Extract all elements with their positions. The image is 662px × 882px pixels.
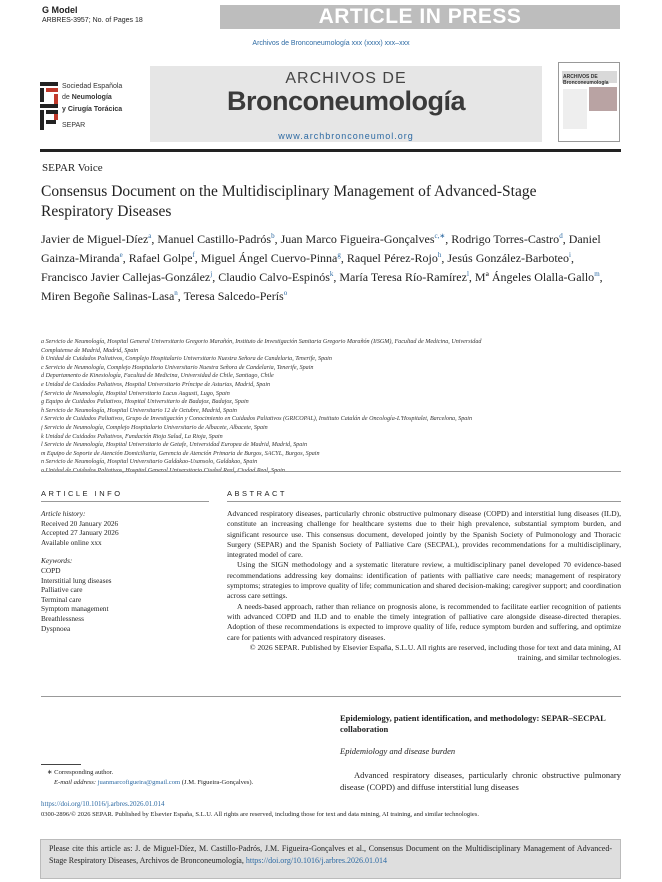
footnote-rule <box>41 764 81 765</box>
issn-copyright: 0300-2896/© 2026 SEPAR. Published by Elsevier España, S.L.U. All rights are reserved, including those for text and data mining, AI training, and similar technologies. <box>41 811 479 818</box>
affiliation-item: e Unidad de Cuidados Paliativos, Hospital Universitario Príncipe de Asturias, Madrid, Spain <box>41 381 271 388</box>
affiliation-item: b Unidad de Cuidados Paliativos, Complejo Hospitalario Universitario Nuestra Señora de Candelaria, Tenerife, Spain <box>41 356 332 363</box>
author-affiliation-mark[interactable]: m <box>594 270 600 278</box>
keyword-item: Interstitial lung diseases <box>41 575 112 585</box>
received-date: Received 20 January 2026 <box>41 518 119 528</box>
author-affiliation-mark[interactable]: e <box>119 251 123 259</box>
author-name: Rodrigo Torres-Castro <box>451 232 560 246</box>
email-line: E-mail address: juanmarcofigueira@gmail.com (J.M. Figueira-Gonçalves). <box>54 778 254 786</box>
article-title: Consensus Document on the Multidisciplinary Management of Advanced-Stage Respiratory Diseases <box>41 183 537 220</box>
affiliation-item: d Departamento de Kinesiología, Facultad de Medicina, Universidad de Chile, Santiago, Chile <box>41 373 274 380</box>
history-label: Article history: <box>41 509 86 518</box>
affiliation-item: h Servicio de Neumología, Hospital Universitario 12 de Octubre, Madrid, Spain <box>41 407 237 414</box>
affiliation-list <box>41 338 621 476</box>
article-info-rule <box>41 501 209 502</box>
author-affiliation-mark[interactable]: a <box>148 232 152 240</box>
journal-cover-thumbnail: ARCHIVOS DE Bronconeumología <box>558 62 620 142</box>
accepted-date: Accepted 27 January 2026 <box>41 528 119 538</box>
society-line4: SEPAR <box>62 122 86 129</box>
affiliation-item: f Servicio de Neumología, Hospital Universitario Lucus Augusti, Lugo, Spain <box>41 390 230 397</box>
keywords-label: Keywords: <box>41 556 73 566</box>
journal-url-link[interactable]: www.archbronconeumol.org <box>278 131 414 141</box>
subsection-heading: Epidemiology and disease burden <box>340 746 456 756</box>
society-line2: de Neumología <box>62 94 112 101</box>
author-name: Claudio Calvo-Espinós <box>218 270 330 284</box>
author-affiliation-mark[interactable]: l <box>466 270 469 278</box>
article-in-press-banner: ARTICLE IN PRESS <box>220 5 620 29</box>
abstract-rule <box>227 501 621 502</box>
citation-box <box>40 839 621 879</box>
doi-link[interactable]: https://doi.org/10.1016/j.arbres.2026.01.014 <box>41 800 165 808</box>
citation-text: Please cite this article as: J. de Miguel-Díez, M. Castillo-Padrós, J.M. Figueira-Gonçalves et al., Consensus Document on the Multidisciplinary Management of Advanced-Stage Respiratory Diseases, Archivos de Bronconeumología, <box>49 844 612 865</box>
section-heading: Epidemiology, patient identification, and methodology: SEPAR–SECPAL collaboration <box>340 713 606 734</box>
affiliation-divider <box>41 471 621 472</box>
affiliation-item: j Servicio de Neumología, Complejo Hospitalario Universitario de Albacete, Albacete, Spain <box>41 424 268 431</box>
author-name: Javier de Miguel-Díez <box>41 232 149 246</box>
citation-doi-link[interactable]: https://doi.org/10.1016/j.arbres.2026.01.014 <box>245 855 388 865</box>
keyword-item: Breathlessness <box>41 613 84 623</box>
author-name: Juan Marco Figueira-Gonçalves <box>280 232 435 246</box>
affiliation-item: m Equipo de Soporte de Atención Domiciliaria, Gerencia de Atención Primaria de Burgos, SACYL, Burgos, Spain <box>41 450 320 457</box>
author-affiliation-mark[interactable]: g <box>337 251 341 259</box>
affiliation-item: c Servicio de Neumología, Complejo Hospitalario Universitario Nuestra Señora de Candelaria, Tenerife, Spain <box>41 364 314 371</box>
article-section-label: SEPAR Voice <box>42 162 103 174</box>
g-model-label: G Model <box>42 5 78 15</box>
author-name: Miguel Ángel Cuervo-Pinna <box>200 251 338 265</box>
society-line1: Sociedad Española <box>62 83 123 90</box>
author-name: Rafael Golpe <box>128 251 193 265</box>
author-affiliation-mark[interactable]: f <box>192 251 195 259</box>
affiliation-item: i Servicio de Cuidados Paliativos, Grupo de Investigación y Conocimiento en Cuidados Paliativos (GRICOPAL), Instituto Catalán de Oncología-L'Hospitalet, Barcelona, Spain <box>41 416 473 423</box>
affiliation-item: l Servicio de Neumología, Hospital Universitario de Getafe, Universidad Europea de Madrid, Madrid, Spain <box>41 442 308 449</box>
header-divider <box>40 149 621 152</box>
affiliation-item: Complutense de Madrid, Madrid, Spain <box>41 347 139 354</box>
email-link[interactable]: juanmarcofigueira@gmail.com <box>97 778 181 786</box>
author-affiliation-mark[interactable]: o <box>283 289 288 297</box>
abstract-paragraph-3: A needs-based approach, rather than reliance on prognosis alone, is recommended to facilitate earlier recognition of patients with advanced COPD and ILD and to enable the timely integration of palliative care alongside disease-directed therapies. Adoption of these recommendations is expected to improve quality of life, reduce symptom burden and suffering, and optimize care for patients with advanced respiratory diseases. <box>227 601 621 642</box>
article-info-heading: ARTICLE INFO <box>41 489 123 498</box>
separ-logo-icon <box>40 82 58 130</box>
online-date: Available online xxx <box>41 537 102 547</box>
keyword-item: Terminal care <box>41 594 82 604</box>
affiliation-item: g Equipo de Cuidados Paliativos, Hospital Universitario de Badajoz, Badajoz, Spain <box>41 399 249 406</box>
author-name: Teresa Salcedo-Perís <box>183 289 284 303</box>
abstract-paragraph-1: Advanced respiratory diseases, particularly chronic obstructive pulmonary disease (COPD) and interstitial lung diseases (ILD), constitute an increasing challenge for healthcare systems due to their high prevalence, substantial symptom burden, and significant resource use. This consensus document, developed jointly by the Spanish Society of Pulmonology and Thoracic Surgery (SEPAR) and the Spanish Society of Palliative Care (SECPAL), provides recommendations for a multidisciplinary, integrated model of care. <box>227 509 621 560</box>
abstract-heading: ABSTRACT <box>227 489 288 498</box>
author-name: Mª Ángeles Olalla-Gallo <box>474 270 595 284</box>
author-affiliation-mark[interactable]: b <box>271 232 275 240</box>
corresponding-label: ∗ Corresponding author. <box>47 769 114 776</box>
author-name: Manuel Castillo-Padrós <box>157 232 272 246</box>
article-info-block <box>41 509 201 633</box>
abstract-divider <box>41 696 621 697</box>
affiliation-item: a Servicio de Neumología, Hospital General Universitario Gregorio Marañón, Instituto de Investigación Sanitaria Gregorio Marañón (IiSGM), Facultad de Medicina, Universidad <box>41 339 482 345</box>
corresponding-footnote <box>41 768 331 787</box>
author-name: Jesús González-Barboteo <box>447 251 569 265</box>
author-affiliation-mark[interactable]: d <box>559 232 563 240</box>
author-name: Daniel Gainza-Miranda <box>41 232 601 265</box>
author-list: Javier de Miguel-Díez$^a$, Manuel Castillo-Padrós$^b$, Juan Marco Figueira-Gonçalves$^{c,∗}$, Rodrigo Torres-Castro$^d$, Daniel Gainza-Miranda$^e$, Rafael Golpe$^f$, Miguel Ángel Cuervo-Pinna$^g$, Raquel Pérez-Rojo$^h$, Jesús González-Barboteo$^i$, Francisco Javier Callejas-González$^j$, Claudio Calvo-Espinós$^k$, María Teresa Río-Ramírez$^l$, Mª Ángeles Olalla-Gallo$^m$, Miren Begoñe Salinas-Lasa$^n$, Teresa Salcedo-Perís$^o$ <box>41 232 603 303</box>
author-affiliation-mark[interactable]: h <box>437 251 442 259</box>
keyword-list <box>41 566 201 633</box>
author-name: Raquel Pérez-Rojo <box>346 251 438 265</box>
author-affiliation-mark[interactable]: j <box>210 270 213 278</box>
society-line3: y Cirugía Torácica <box>62 106 123 113</box>
author-name: María Teresa Río-Ramírez <box>339 270 467 284</box>
body-paragraph: Advanced respiratory diseases, particularly chronic obstructive pulmonary disease (COPD) and diffuse interstitial lung diseases <box>340 770 621 792</box>
journal-reference-link[interactable]: Archivos de Bronconeumología xxx (xxxx) xxx–xxx <box>252 40 410 47</box>
affiliation-item: n Servicio de Neumología, Hospital Universitario Galdakao-Usansolo, Galdakao, Spain <box>41 459 258 466</box>
abstract-paragraph-2: Using the SIGN methodology and a systematic literature review, a multidisciplinary panel developed 70 evidence-based recommendations addressing key domains: identification of patients with palliative care needs; management of respiratory symptoms; strategies to improve quality of life; communication and shared decision-making; caregiver support; and coordination across care settings. <box>227 560 621 601</box>
abstract-copyright: © 2026 SEPAR. Published by Elsevier España, S.L.U. All rights are reserved, including those for text and data mining, AI training, and similar technologies. <box>249 642 621 663</box>
keyword-item: Symptom management <box>41 604 109 614</box>
keyword-item: Dyspnoea <box>41 623 71 633</box>
journal-banner-title: Bronconeumología <box>226 86 465 116</box>
affiliation-item: k Unidad de Cuidados Paliativos, Fundación Rioja Salud, La Rioja, Spain <box>41 433 223 440</box>
author-name: Francisco Javier Callejas-González <box>41 270 211 284</box>
author-affiliation-mark[interactable]: n <box>174 289 178 297</box>
author-affiliation-mark[interactable]: i <box>569 251 571 259</box>
author-name: Miren Begoñe Salinas-Lasa <box>41 289 175 303</box>
article-ids: ARBRES-3957; No. of Pages 18 <box>42 17 143 24</box>
journal-banner-line1: ARCHIVOS DE <box>285 70 407 87</box>
keyword-item: Palliative care <box>41 585 83 595</box>
author-affiliation-mark[interactable]: k <box>329 270 334 278</box>
keyword-item: COPD <box>41 565 61 575</box>
abstract-text <box>227 509 621 663</box>
author-affiliation-mark[interactable]: c,∗ <box>434 232 446 240</box>
